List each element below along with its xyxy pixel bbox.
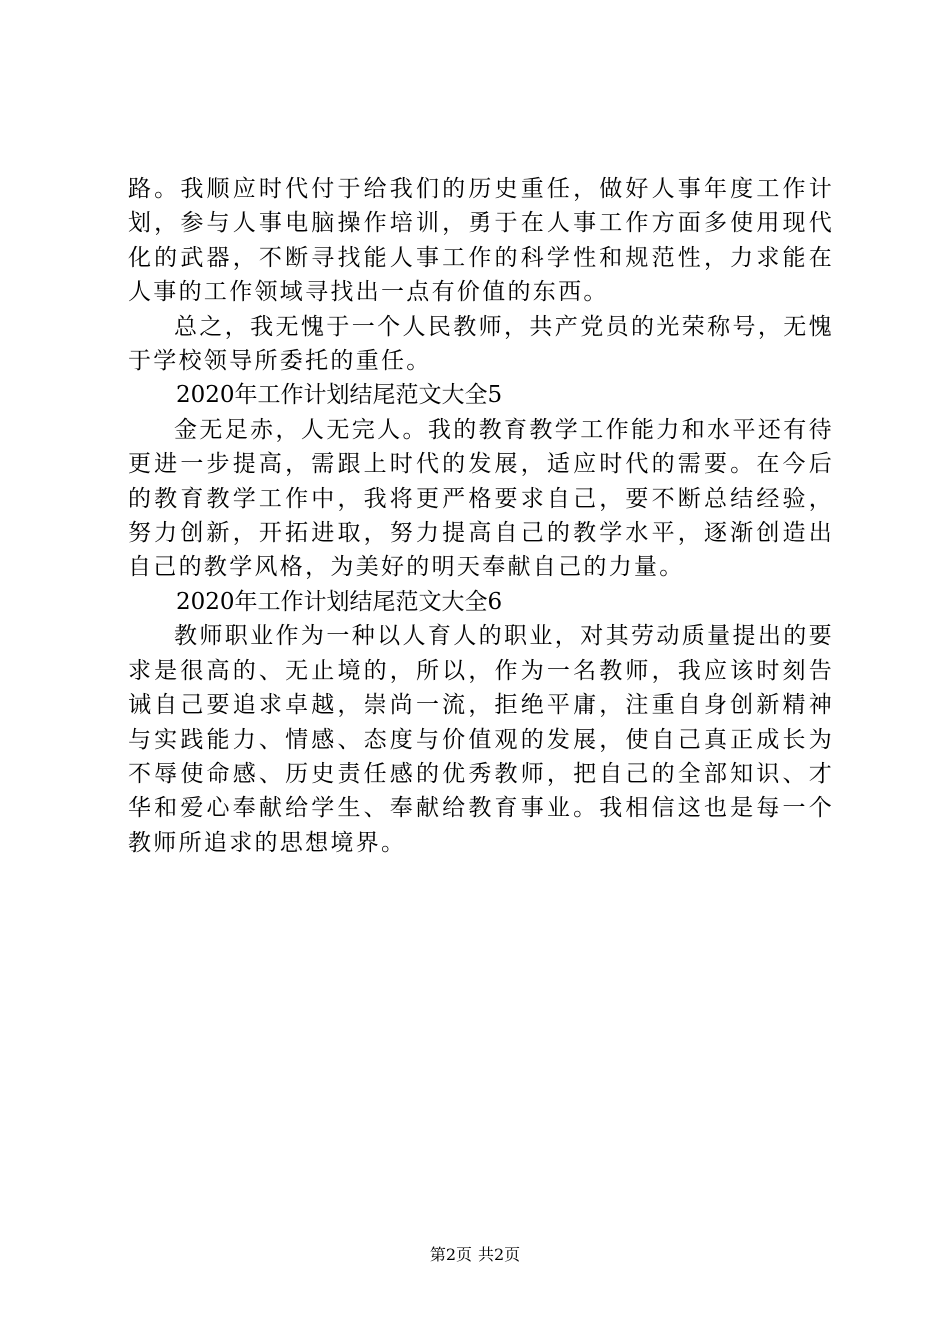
paragraph-continuation: 路。我顺应时代付于给我们的历史重任，做好人事年度工作计划，参与人事电脑操作培训，勇于在人事工作方面多使用现代化的武器，不断寻找能人事工作的科学性和规范性，力求能在人事的工作领域寻找出一点有价值的东西。 (128, 176, 834, 306)
page-number: 第2页 (429, 1245, 472, 1264)
paragraph-section-6: 教师职业作为一种以人育人的职业，对其劳动质量提出的要求是很高的、无止境的，所以，作为一名教师，我应该时刻告诫自己要追求卓越，崇尚一流，拒绝平庸，注重自身创新精神与实践能力、情感、态度与价值观的发展，使自己真正成长为不辱使命感、历史责任感的优秀教师，把自己的全部知识、才华和爱心奉献给学生、奉献给教育事业。我相信这也是每一个教师所追求的思想境界。 (128, 623, 834, 856)
paragraph-section-5: 金无足赤，人无完人。我的教育教学工作能力和水平还有待更进一步提高，需跟上时代的发展，适应时代的需要。在今后的教育教学工作中，我将更严格要求自己，要不断总结经验，努力创新，开拓进取，努力提高自己的教学水平，逐渐创造出自己的教学风格，为美好的明天奉献自己的力量。 (128, 416, 834, 581)
section-heading-6: 2020年工作计划结尾范文大全6 (176, 588, 503, 615)
document-body (128, 172, 834, 860)
paragraph-conclusion: 总之，我无愧于一个人民教师，共产党员的光荣称号，无愧于学校领导所委托的重任。 (128, 313, 834, 375)
page-total: 共2页 (478, 1245, 521, 1264)
page-footer (0, 1242, 950, 1265)
section-heading-5: 2020年工作计划结尾范文大全5 (176, 382, 503, 409)
